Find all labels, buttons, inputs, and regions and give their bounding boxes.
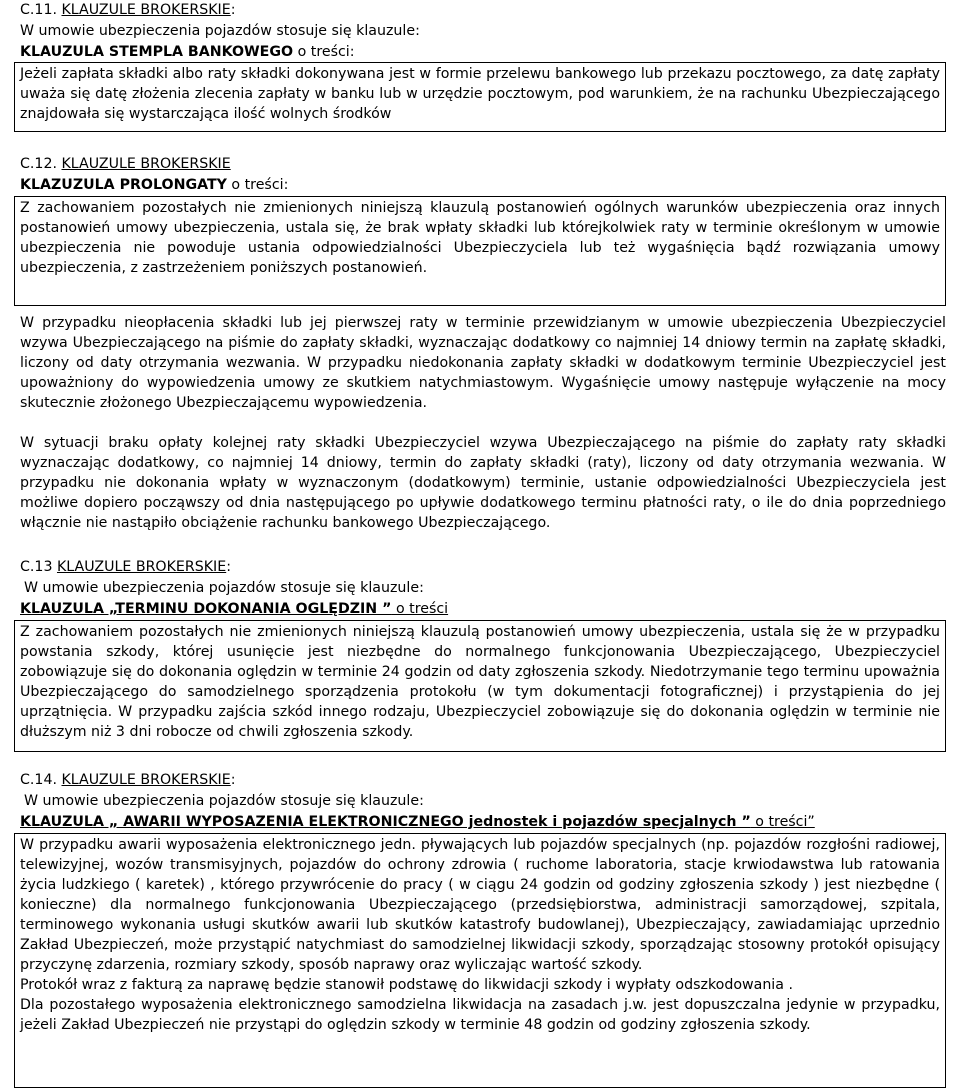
clause-box-c11	[14, 62, 946, 132]
clause-box-c13	[14, 620, 946, 752]
section-c12-heading: C.12. KLAUZULE BROKERSKIE	[20, 156, 231, 172]
clause-title-c13: KLAUZULA „TERMINU DOKONANIA OGLĘDZIN ” o treści	[20, 601, 449, 617]
clause-title-c12: KLAZUZULA PROLONGATY o treści:	[20, 177, 289, 193]
clause-text: Z zachowaniem pozostałych nie zmienionych niniejszą klauzulą postanowień ogólnych warunków ubezpieczenia oraz innych postanowień umowy ubezpieczenia, ustala się, że brak wpłaty składki lub którejkolwiek raty w terminie określonym w umowie ubezpieczenia nie powoduje ustania odpowiedzialności Ubezpieczyciela lub też wygaśnięcia bądź rozwiązania umowy ubezpieczenia, z zastrzeżeniem poniższych postanowień.	[20, 200, 940, 276]
section-c14-intro: W umowie ubezpieczenia pojazdów stosuje się klauzule:	[24, 793, 424, 809]
clause-box-c12	[14, 196, 946, 306]
section-number: C.11.	[20, 2, 57, 18]
clause-text: Jeżeli zapłata składki albo raty składki dokonywana jest w formie przelewu bankowego lub przekazu pocztowego, za datę zapłaty uważa się datę złożenia zlecenia zapłaty w banku lub w urzędzie pocztowym, pod warunkiem, że na rachunku Ubezpieczającego znajdowała się wystarczająca ilość wolnych środków	[20, 66, 940, 122]
clause-text: Z zachowaniem pozostałych nie zmienionych niniejszą klauzulą postanowień umowy ubezpieczenia, ustala się że w przypadku powstania szkody, której usunięcie jest niezbędne do normalnego funkcjonowania Ubezpieczającego, Ubezpieczyciel zobowiązuje się do dokonania oględzin w terminie 24 godzin od daty zgłoszenia szkody. Niedotrzymanie tego terminu upoważnia Ubezpieczającego do samodzielnego sporządzenia protokołu (w tym dokumentacji fotograficznej) i przystąpienia do jej uprzątnięcia. W przypadku zajścia szkód innego rodzaju, Ubezpieczyciel zobowiązuje się do dokonania oględzin w terminie nie dłuższym niż 3 dni robocze od chwili zgłoszenia szkody.	[20, 624, 940, 740]
clause-text: Protokół wraz z fakturą za naprawę będzie stanowił podstawę do likwidacji szkody i wypłaty odszkodowania .	[20, 977, 793, 993]
clause-text: Dla pozostałego wyposażenia elektronicznego samodzielna likwidacja na zasadach j.w. jest dopuszczalna jedynie w przypadku, jeżeli Zakład Ubezpieczeń nie przystąpi do oględzin szkody w terminie 48 godzin od godziny zgłoszenia szkody.	[20, 997, 940, 1033]
clause-box-c14	[14, 833, 946, 1088]
clause-title-c14: KLAUZULA „ AWARII WYPOSAZENIA ELEKTRONICZNEGO jednostek i pojazdów specjalnych ” o treści”	[20, 814, 815, 830]
section-c13-intro: W umowie ubezpieczenia pojazdów stosuje się klauzule:	[24, 580, 424, 596]
section-c14-heading: C.14. KLAUZULE BROKERSKIE:	[20, 772, 236, 788]
clause-title-c11: KLAUZULA STEMPLA BANKOWEGO o treści:	[20, 44, 355, 60]
section-c11-heading: C.11. KLAUZULE BROKERSKIE:	[20, 2, 236, 18]
section-c13-heading: C.13 KLAUZULE BROKERSKIE:	[20, 559, 231, 575]
clause-c12-paragraph-3: W sytuacji braku opłaty kolejnej raty składki Ubezpieczyciel wzywa Ubezpieczającego na piśmie do zapłaty raty składki wyznaczając dodatkowy, co najmniej 14 dniowy, termin do zapłaty składki (raty), liczony od daty otrzymania wezwania. W przypadku nie dokonania wpłaty w wyznaczonym (dodatkowym) terminie, ustanie odpowiedzialności Ubezpieczyciela jest możliwe dopiero począwszy od dnia następującego po upływie dodatkowego terminu płatności raty, o ile do dnia poprzedniego włącznie nie nastąpiło obciążenie rachunku bankowego Ubezpieczającego.	[20, 435, 946, 531]
section-c11-intro: W umowie ubezpieczenia pojazdów stosuje się klauzule:	[20, 23, 420, 39]
clause-text: W przypadku awarii wyposażenia elektronicznego jedn. pływających lub pojazdów specjalnych (np. pojazdów rozgłośni radiowej, telewizyjnej, wozów transmisyjnych, pojazdów do ochrony zdrowia ( ruchome laboratoria, stacje krwiodawstwa lub ratowania życia ludzkiego ( karetek) , którego przywrócenie do pracy ( w ciągu 24 godzin od godziny zgłoszenia szkody ) jest niezbędne ( konieczne) dla normalnego funkcjonowania Ubezpieczającego (przedsiębiorstwa, administracji samorządowej, szpitala, terminowego wykonania usługi skutków awarii lub skutków katastrofy budowlanej), Ubezpieczający, zawiadamiając uprzednio Zakład Ubezpieczeń, może przystąpić natychmiast do samodzielnej likwidacji szkody, sporządzając stosowny protokół opisujący przyczynę zdarzenia, rozmiary szkody, sposób naprawy oraz wyliczając wartość szkody.	[20, 837, 940, 973]
section-title: KLAUZULE BROKERSKIE	[61, 2, 231, 18]
clause-c12-paragraph-2: W przypadku nieopłacenia składki lub jej pierwszej raty w terminie przewidzianym w umowie ubezpieczenia Ubezpieczyciel wzywa Ubezpieczającego na piśmie do zapłaty składki, wyznaczając dodatkowy co najmniej 14 dniowy termin na zapłatę składki, liczony od daty otrzymania wezwania. W przypadku niedokonania zapłaty składki w dodatkowym terminie Ubezpieczyciel jest upoważniony do wypowiedzenia umowy ze skutkiem natychmiastowym. Wygaśnięcie umowy następuje wyłączenie na mocy skutecznie złożonego Ubezpieczającemu wypowiedzenia.	[20, 315, 946, 411]
